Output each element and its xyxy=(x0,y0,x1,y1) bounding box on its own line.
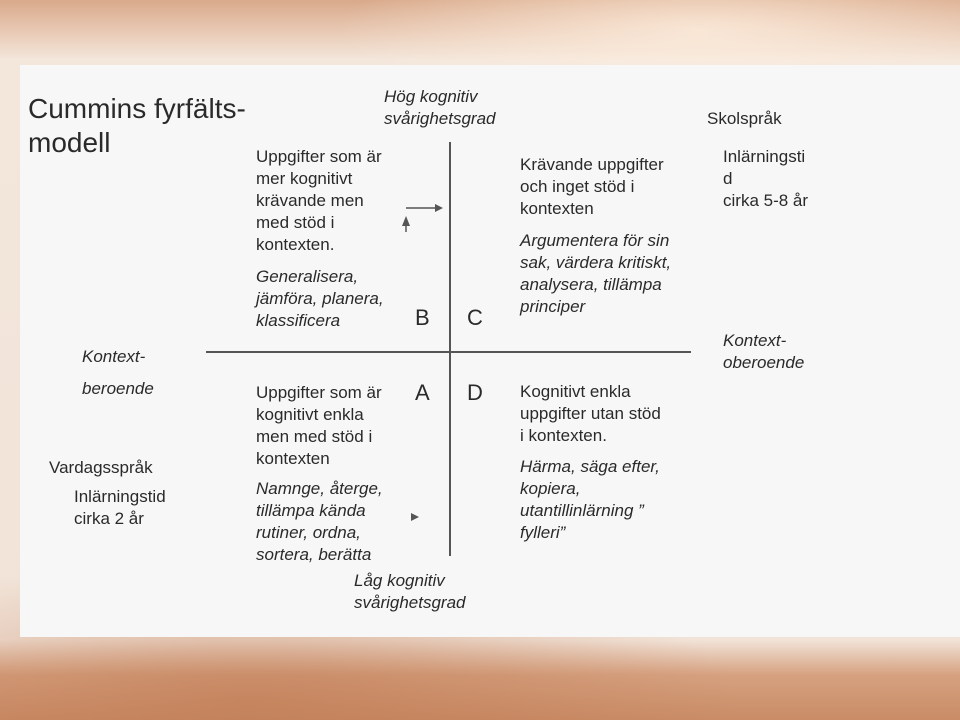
vardagssprak-time: Inlärningstid cirka 2 år xyxy=(74,487,166,528)
quadrant-d-description: Kognitivt enkla uppgifter utan stöd i kontexten. xyxy=(520,382,661,445)
quadrant-d-letter: D xyxy=(467,380,483,405)
quadrant-b-letter: B xyxy=(415,305,430,330)
bottom-axis-label: Låg kognitiv svårighetsgrad xyxy=(354,571,466,612)
quadrant-c-examples: Argumentera för sin sak, värdera kritiskt, analysera, tillämpa principer xyxy=(520,231,672,316)
right-axis-label: Kontext- oberoende xyxy=(723,331,805,372)
skolsprak-label: Skolspråk xyxy=(707,109,782,128)
quadrant-b-examples: Generalisera, jämföra, planera, klassificera xyxy=(256,267,384,330)
quadrant-b-description: Uppgifter som är mer kognitivt krävande men med stöd i kontexten. xyxy=(256,147,382,254)
left-axis-label-bottom: beroende xyxy=(82,379,154,398)
quadrant-a-examples: Namnge, återge, tillämpa kända rutiner, ordna, sortera, berätta xyxy=(256,479,383,564)
quadrant-a-description: Uppgifter som är kognitivt enkla men med stöd i kontexten xyxy=(256,383,382,468)
quadrant-c-letter: C xyxy=(467,305,483,330)
bottom-arrow-head xyxy=(411,513,419,521)
skolsprak-time: Inlärningsti d cirka 5-8 år xyxy=(723,147,809,210)
left-arrow-head xyxy=(402,216,410,226)
quadrant-d-examples: Härma, säga efter, kopiera, utantillinlärning ” fylleri” xyxy=(520,457,660,542)
top-axis-label: Hög kognitiv svårighetsgrad xyxy=(384,87,496,128)
left-axis-label-top: Kontext- xyxy=(82,347,146,366)
quadrant-c-description: Krävande uppgifter och inget stöd i kontexten xyxy=(520,155,664,218)
top-arrow-head xyxy=(435,204,443,212)
quadrant-a-letter: A xyxy=(415,380,430,405)
vardagssprak-label: Vardagsspråk xyxy=(49,458,153,477)
page-title: Cummins fyrfälts- modell xyxy=(28,93,246,158)
